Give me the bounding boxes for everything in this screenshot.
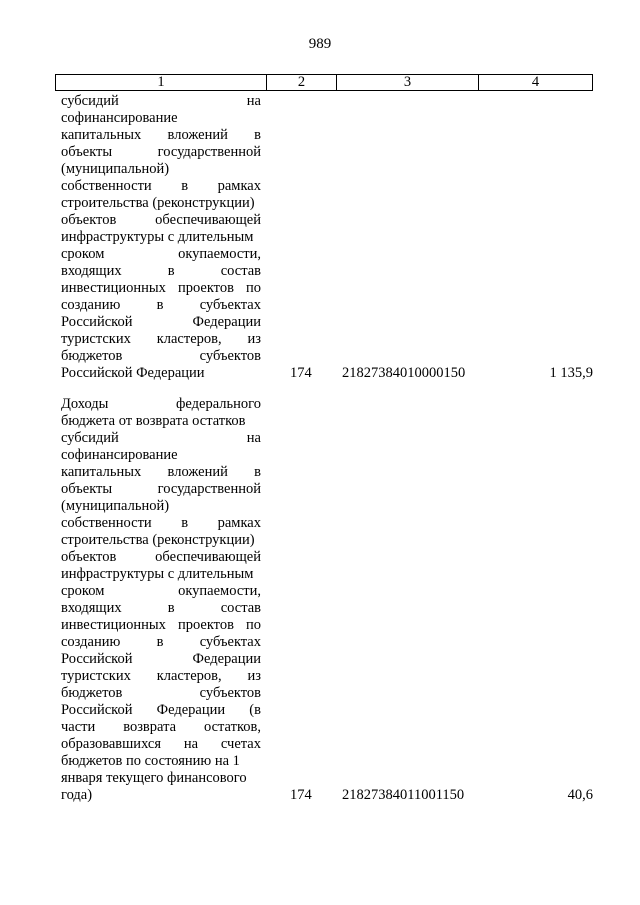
description-word: объекты [61, 481, 113, 497]
description-line [61, 668, 261, 685]
description-word: из [247, 331, 261, 347]
description-word: в [181, 515, 189, 531]
page-number: 989 [308, 36, 332, 52]
description-word: федерального [176, 396, 261, 412]
description-line [61, 549, 261, 566]
description-line [61, 685, 261, 702]
description-word: собственности [61, 178, 152, 194]
description-line [61, 515, 261, 532]
header-col-1: 1 [56, 75, 267, 90]
description-word: Российской Федерации [61, 365, 205, 381]
description-line [61, 229, 261, 246]
description-word: софинансирование [61, 447, 178, 463]
description-word: обеспечивающей [155, 212, 261, 228]
description-word: января текущего финансового [61, 770, 247, 786]
description-line [61, 736, 261, 753]
row-kbk: 21827384010000150 [342, 365, 466, 381]
description-word: проектов [177, 617, 234, 633]
description-word: в [167, 600, 175, 616]
description-word: окупаемости, [178, 583, 261, 599]
description-word: капитальных [61, 464, 142, 480]
description-word: по [245, 617, 261, 633]
description-word: инвестиционных [61, 280, 166, 296]
description-word: софинансирование [61, 110, 178, 126]
description-line [61, 246, 261, 263]
description-word: из [247, 668, 261, 684]
description-word: кластеров, [156, 331, 222, 347]
description-word: остатков, [203, 719, 261, 735]
description-word: входящих [61, 600, 122, 616]
description-word: бюджетов по состоянию на 1 [61, 753, 240, 769]
table-header [55, 74, 593, 91]
description-word: состав [220, 263, 261, 279]
description-line [61, 430, 261, 447]
description-line [61, 617, 261, 634]
description-word: обеспечивающей [155, 549, 261, 565]
description-word: кластеров, [156, 668, 222, 684]
description-word: собственности [61, 515, 152, 531]
description-word: части [61, 719, 96, 735]
description-word: субсидий [61, 430, 119, 446]
description-word: строительства (реконструкции) [61, 195, 255, 211]
description-word: в [156, 634, 164, 650]
description-word: (муниципальной) [61, 498, 170, 514]
description-word: в [167, 263, 175, 279]
description-line [61, 702, 261, 719]
description-word: бюджетов [61, 685, 123, 701]
description-word: субсидий [61, 93, 119, 109]
row-description [61, 93, 261, 382]
description-line [61, 297, 261, 314]
description-word: Федерации [192, 651, 261, 667]
description-line [61, 144, 261, 161]
description-word: субъектов [199, 348, 261, 364]
description-line [61, 481, 261, 498]
description-line [61, 566, 261, 583]
description-word: строительства (реконструкции) [61, 532, 255, 548]
description-word: субъектах [199, 634, 261, 650]
description-word: туристских [61, 331, 131, 347]
description-word: возврата [123, 719, 177, 735]
description-word: вложений [167, 464, 228, 480]
description-line [61, 498, 261, 515]
description-line [61, 719, 261, 736]
description-word: по [245, 280, 261, 296]
description-word: рамках [217, 178, 261, 194]
description-line [61, 331, 261, 348]
description-word: Федерации [156, 702, 226, 718]
description-word: на [246, 430, 261, 446]
description-word: государственной [157, 144, 261, 160]
description-line [61, 634, 261, 651]
description-line [61, 178, 261, 195]
description-line [61, 161, 261, 178]
description-word: инфраструктуры с длительным [61, 566, 254, 582]
description-line [61, 127, 261, 144]
description-word: объектов [61, 212, 117, 228]
description-line [61, 263, 261, 280]
description-line [61, 651, 261, 668]
description-line [61, 447, 261, 464]
description-word: объекты [61, 144, 113, 160]
description-word: инфраструктуры с длительным [61, 229, 254, 245]
description-word: образовавшихся [61, 736, 162, 752]
description-word: созданию [61, 634, 121, 650]
row-code: 174 [290, 787, 312, 803]
description-word: входящих [61, 263, 122, 279]
description-word: сроком [61, 583, 105, 599]
description-word: (муниципальной) [61, 161, 170, 177]
description-word: сроком [61, 246, 105, 262]
row-amount: 40,6 [567, 787, 593, 803]
description-line [61, 365, 261, 382]
description-word: Федерации [192, 314, 261, 330]
description-word: состав [220, 600, 261, 616]
row-amount: 1 135,9 [549, 365, 593, 381]
description-line [61, 314, 261, 331]
description-word: на [183, 736, 199, 752]
description-word: бюджета от возврата остатков [61, 413, 246, 429]
description-word: субъектах [199, 297, 261, 313]
row-code: 174 [290, 365, 312, 381]
description-word: проектов [177, 280, 234, 296]
description-word: (в [249, 702, 261, 718]
header-col-3: 3 [337, 75, 479, 90]
description-line [61, 396, 261, 413]
description-word: в [254, 464, 261, 480]
description-word: Российской [61, 651, 133, 667]
description-word: рамках [217, 515, 261, 531]
description-line [61, 583, 261, 600]
description-line [61, 212, 261, 229]
header-col-2: 2 [267, 75, 337, 90]
description-word: вложений [167, 127, 228, 143]
description-word: Российской [61, 314, 133, 330]
description-line [61, 110, 261, 127]
description-word: Российской [61, 702, 133, 718]
description-word: на [246, 93, 261, 109]
description-line [61, 753, 261, 770]
row-description [61, 396, 261, 804]
description-line [61, 600, 261, 617]
description-word: созданию [61, 297, 121, 313]
description-word: субъектов [199, 685, 261, 701]
description-word: государственной [157, 481, 261, 497]
description-word: капитальных [61, 127, 142, 143]
description-line [61, 348, 261, 365]
description-word: бюджетов [61, 348, 123, 364]
description-word: окупаемости, [178, 246, 261, 262]
row-kbk: 21827384011001150 [342, 787, 465, 803]
description-word: инвестиционных [61, 617, 166, 633]
description-word: в [181, 178, 189, 194]
description-word: в [254, 127, 261, 143]
description-line [61, 787, 261, 804]
description-line [61, 770, 261, 787]
description-word: в [156, 297, 164, 313]
description-line [61, 280, 261, 297]
description-word: объектов [61, 549, 117, 565]
description-word: Доходы [61, 396, 109, 412]
description-word: туристских [61, 668, 131, 684]
description-line [61, 464, 261, 481]
description-word: года) [61, 787, 93, 803]
description-word: счетах [220, 736, 261, 752]
description-line [61, 93, 261, 110]
header-col-4: 4 [531, 74, 540, 90]
description-line [61, 195, 261, 212]
description-line [61, 413, 261, 430]
description-line [61, 532, 261, 549]
